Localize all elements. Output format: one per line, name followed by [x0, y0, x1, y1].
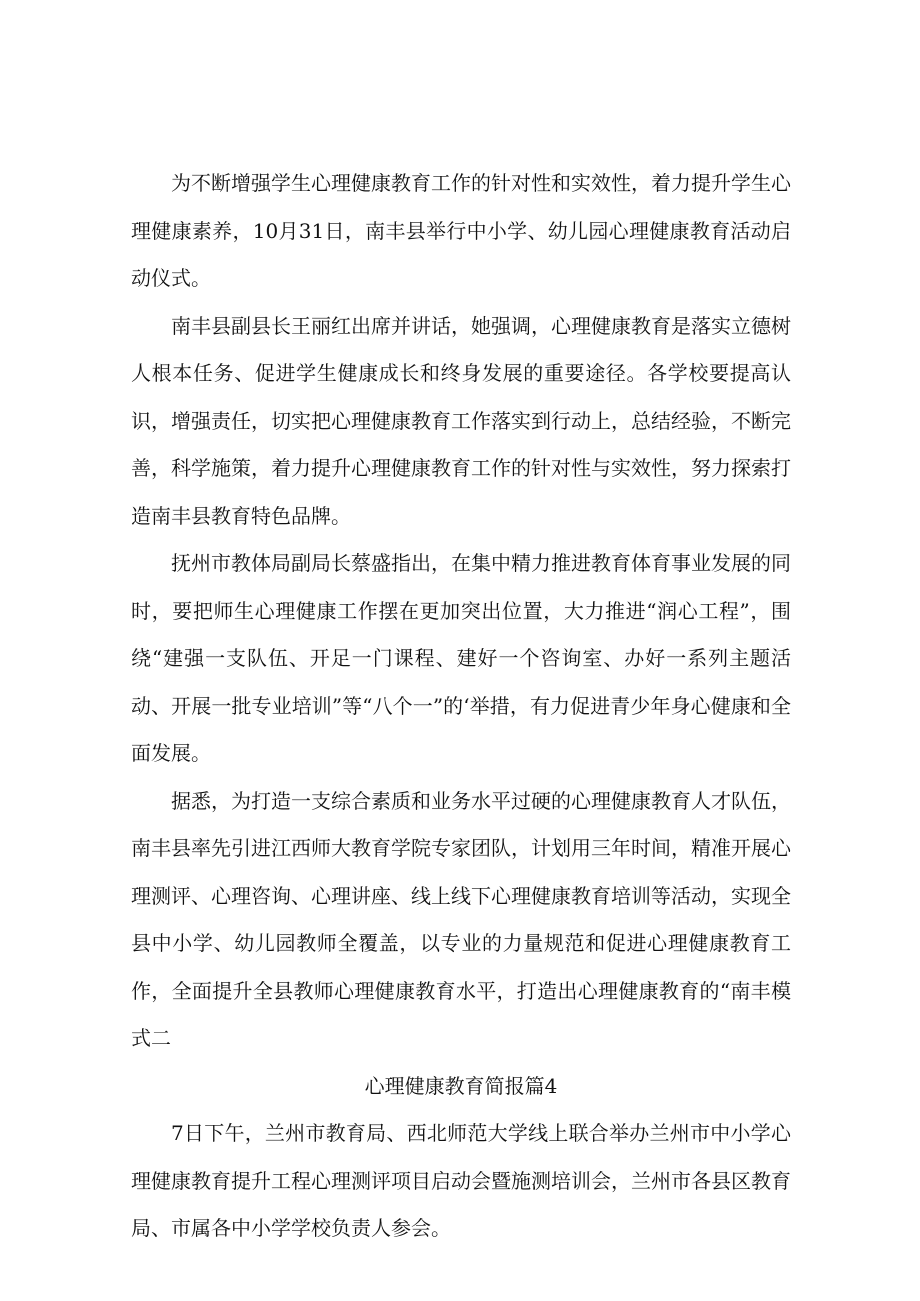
- paragraph-1: 为不断增强学生心理健康教育工作的针对性和实效性，着力提升学生心理健康素养，10月31日，南丰县举行中小学、幼儿园心理健康教育活动启动仪式。: [131, 171, 791, 290]
- paragraph-5: 7日下午，兰州市教育局、西北师范大学线上联合举办兰州市中小学心理健康教育提升工程心理测评项目启动会暨施测培训会，兰州市各县区教育局、市属各中小学学校负责人参会。: [131, 1121, 791, 1240]
- document-body: [131, 160, 791, 1253]
- paragraph-4: 据悉，为打造一支综合素质和业务水平过硬的心理健康教育人才队伍，南丰县率先引进江西师大教育学院专家团队，计划用三年时间，精准开展心理测评、心理咨询、心理讲座、线上线下心理健康教育培训等活动，实现全县中小学、幼儿园教师全覆盖，以专业的力量规范和促进心理健康教育工作，全面提升全县教师心理健康教育水平，打造出心理健康教育的“南丰模式二: [131, 788, 791, 1050]
- section-heading: 心理健康教育简报篇4: [364, 1073, 558, 1098]
- paragraph-3: 抚州市教体局副局长蔡盛指出，在集中精力推进教育体育事业发展的同时，要把师生心理健康工作摆在更加突出位置，大力推进“润心工程”，围绕“建强一支队伍、开足一门课程、建好一个咨询室、办好一系列主题活动、开展一批专业培训”等“八个一”的‘举措，有力促进青少年身心健康和全面发展。: [131, 551, 791, 765]
- paragraph-2: 南丰县副县长王丽红出席并讲话，她强调，心理健康教育是落实立德树人根本任务、促进学生健康成长和终身发展的重要途径。各学校要提高认识，增强责任，切实把心理健康教育工作落实到行动上，总结经验，不断完善，科学施策，着力提升心理健康教育工作的针对性与实效性，努力探索打造南丰县教育特色品牌。: [131, 313, 791, 528]
